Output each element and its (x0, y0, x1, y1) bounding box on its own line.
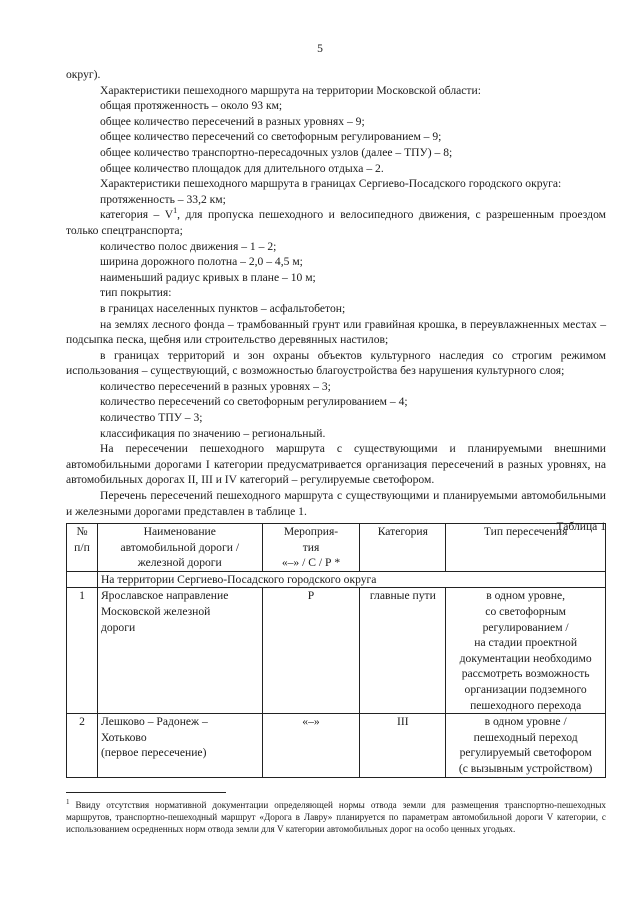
row-action: «–» (262, 714, 360, 777)
header-action (262, 524, 360, 572)
paragraph: общее количество пересечений со светофорным регулированием – 9; (100, 130, 442, 144)
category-label: категория – V (100, 208, 174, 222)
section-empty-cell (67, 571, 98, 588)
paragraph: количество пересечений со светофорным регулированием – 4; (100, 395, 408, 409)
header-name (97, 524, 262, 572)
row-num: 2 (67, 714, 98, 777)
paragraph: количество ТПУ – 3; (100, 411, 203, 425)
table-row (67, 588, 606, 714)
paragraph: Характеристики пешеходного маршрута в границах Сергиево-Посадского городского округа: (100, 177, 562, 191)
category-rest: , для пропуска пешеходного и велосипедного движения, с разрешенным проездом только спецтранспорта; (66, 208, 606, 237)
row-type: в одном уровне, со светофорным регулированием / на стадии проектной документации необходимо рассмотреть возможность организации подземного пешеходного перехода (446, 588, 606, 714)
paragraph (66, 207, 606, 238)
header-category (360, 524, 446, 572)
footnote (66, 799, 606, 836)
paragraph: в границах населенных пунктов – асфальтобетон; (100, 301, 346, 315)
paragraph: количество полос движения – 1 – 2; (100, 239, 277, 253)
paragraph: наименьший радиус кривых в плане – 10 м; (100, 270, 316, 284)
footnote-ref: 1 (173, 206, 178, 216)
row-category: главные пути (360, 588, 446, 714)
paragraph: количество пересечений в разных уровнях – 3; (100, 379, 331, 393)
body-text (66, 67, 606, 535)
paragraph: общая протяженность – около 93 км; (100, 99, 283, 113)
header-type (446, 524, 606, 572)
header-num (67, 524, 98, 572)
header-text: Мероприя- тия «–» / С / Р * (281, 525, 341, 570)
row-name: Ярославское направление Московской железной дороги (97, 588, 262, 714)
table-row (67, 714, 606, 777)
row-name: Лешково – Радонеж – Хотьково (первое пересечение) (97, 714, 262, 777)
paragraph: округ). (66, 68, 101, 81)
section-title: На территории Сергиево-Посадского городского округа (97, 571, 605, 588)
paragraph: Перечень пересечений пешеходного маршрута с существующими и планируемыми автомобильными и железными дорогами представлен в таблице 1. (66, 489, 606, 518)
header-text: Категория (377, 525, 428, 538)
footnote-text: Ввиду отсутствия нормативной документации определяющей нормы отвода земли для размещения транспортно-пешеходных маршрутов, транспортно-пешеходный маршрут «Дорога в Лавру» планируется по параметрам автомобильной дороги V категории, с использованием осредненных норм отвода земли для V категории автомобильных дорог на особо ценных угодьях. (66, 800, 607, 835)
paragraph: тип покрытия: (100, 286, 172, 300)
paragraph: общее количество транспортно-пересадочных узлов (далее – ТПУ) – 8; (100, 145, 453, 159)
crossings-table (66, 523, 606, 778)
paragraph: общее количество площадок для длительного отдыха – 2. (100, 161, 384, 175)
row-type: в одном уровне / пешеходный переход регулируемый светофором (с вызывным устройством) (446, 714, 606, 777)
page-number: 5 (317, 42, 323, 55)
paragraph: Характеристики пешеходного маршрута на территории Московской области: (100, 83, 481, 97)
paragraph: общее количество пересечений в разных уровнях – 9; (100, 114, 365, 128)
row-num: 1 (67, 588, 98, 714)
paragraph: На пересечении пешеходного маршрута с существующими и планируемыми внешними автомобильными дорогами I категории предусматривается организация пересечений в разных уровнях, на автомобильных дорогах II, III и IV категорий – регулируемые светофором. (66, 442, 606, 487)
table-header-row (67, 524, 606, 572)
paragraph: на землях лесного фонда – трамбованный грунт или гравийная крошка, в переувлажненных местах – подсыпка песка, щебня или строительство деревянных настилов; (66, 317, 606, 347)
paragraph: в границах территорий и зон охраны объектов культурного наследия со строгим режимом использования – существующий, с возможностью благоустройства без нарушения культурного слоя; (66, 348, 606, 378)
paragraph: ширина дорожного полотна – 2,0 – 4,5 м; (100, 255, 303, 269)
table-section-row (67, 571, 606, 588)
table-caption: Таблица 1 (556, 520, 606, 534)
header-text: № п/п (74, 525, 90, 554)
row-category: III (360, 714, 446, 777)
header-text: Наименование автомобильной дороги / железной дороги (120, 525, 240, 570)
footnote-separator (66, 792, 226, 793)
header-text: Тип пересечения (483, 525, 568, 538)
row-action: Р (262, 588, 360, 714)
paragraph: классификация по значению – региональный. (100, 426, 326, 440)
paragraph: протяженность – 33,2 км; (100, 192, 226, 206)
footnote-mark: 1 (66, 797, 70, 806)
